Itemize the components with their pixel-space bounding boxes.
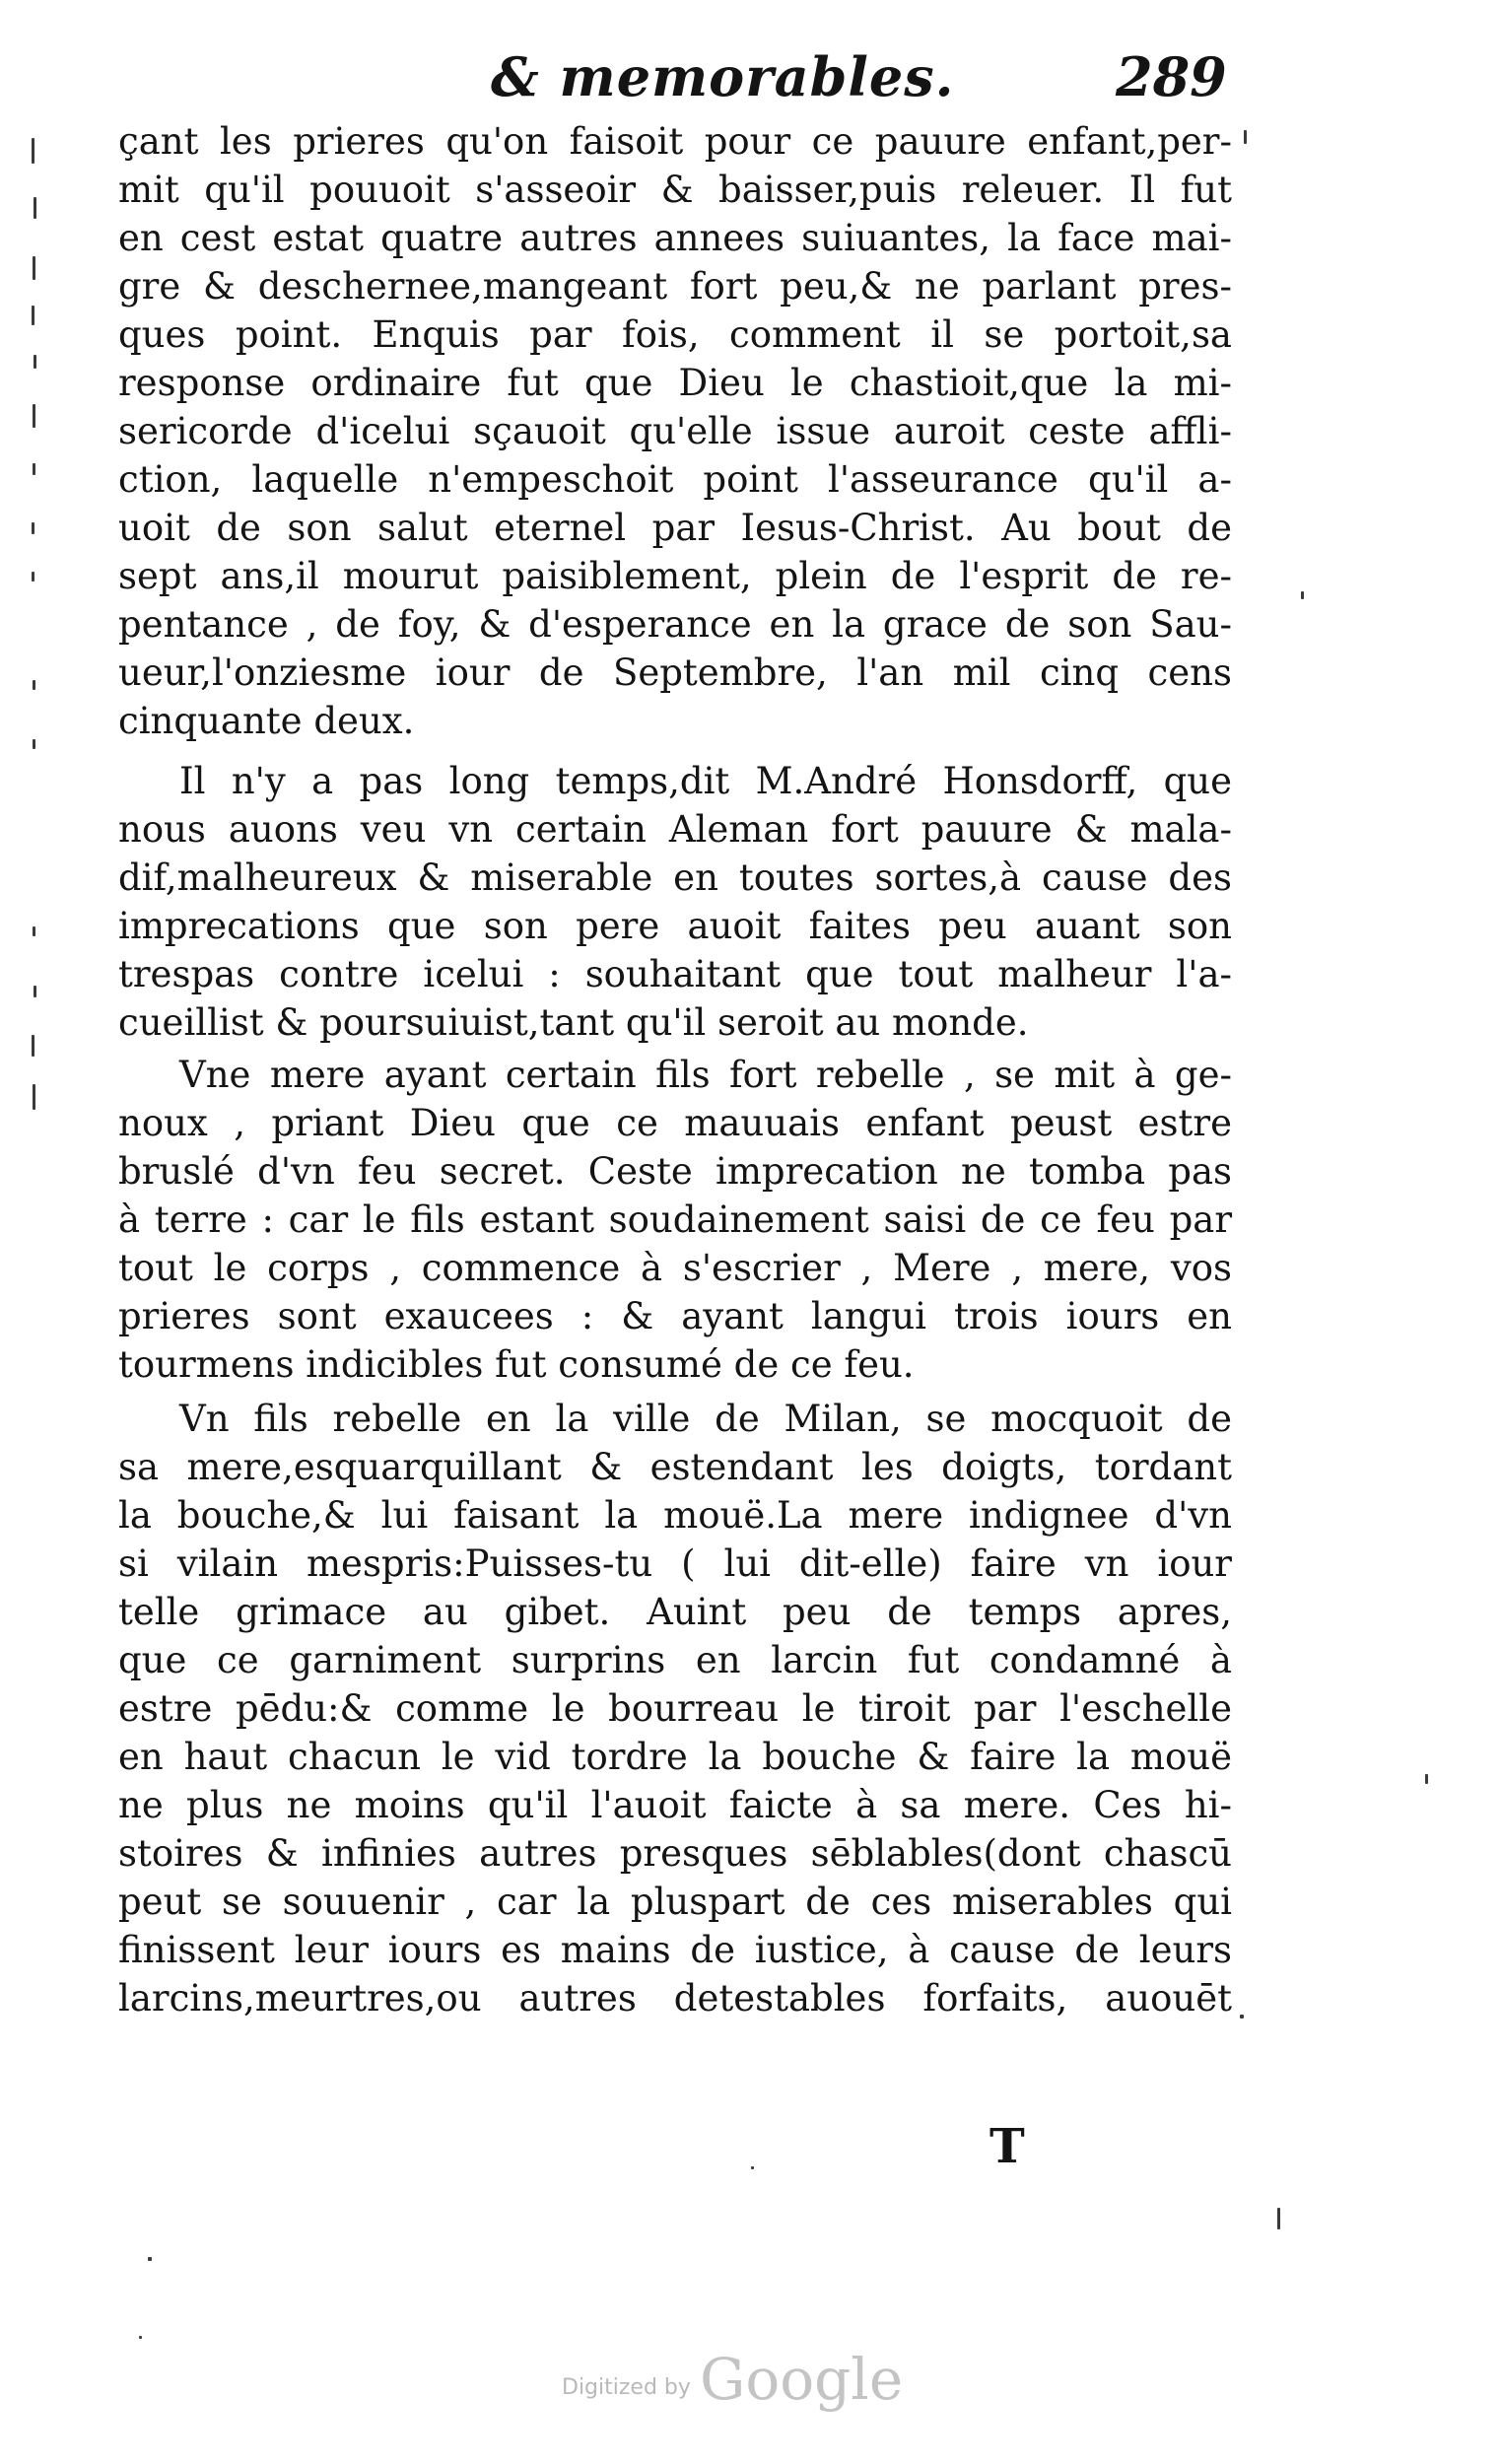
text-line: sept ans,il mourut paisiblement, plein de l'esprit de re- bbox=[118, 555, 1232, 597]
text-line: tourmens indicibles fut consumé de ce feu. bbox=[118, 1343, 915, 1386]
text-line: noux , priant Dieu que ce mauuais enfant peust estre bbox=[118, 1102, 1232, 1144]
text-line: mit qu'il pouuoit s'asseoir & baisser,puis releuer. Il fut bbox=[118, 169, 1232, 211]
text-line: cinquante deux. bbox=[118, 700, 415, 742]
google-logo: Google bbox=[700, 2346, 904, 2413]
text-line: nous auons veu vn certain Aleman fort pauure & mala- bbox=[118, 808, 1232, 851]
text-line: la bouche,& lui faisant la mouë.La mere indignee d'vn bbox=[118, 1494, 1232, 1537]
scan-speck bbox=[32, 522, 34, 534]
text-line: telle grimace au gibet. Auint peu de temps apres, bbox=[118, 1591, 1232, 1633]
digitizer-watermark bbox=[554, 2346, 968, 2425]
text-line: pentance , de foy, & d'esperance en la grace de son Sau- bbox=[118, 603, 1232, 646]
text-line: uoit de son salut eternel par Iesus-Christ. Au bout de bbox=[118, 507, 1232, 549]
scan-speck bbox=[1425, 1774, 1428, 1784]
text-line: prieres sont exaucees : & ayant langui trois iours en bbox=[118, 1295, 1232, 1337]
scan-speck bbox=[34, 986, 36, 997]
text-line: sa mere,esquarquillant & estendant les doigts, tordant bbox=[118, 1446, 1232, 1488]
scan-speck bbox=[33, 680, 35, 690]
text-line: dif,malheureux & miserable en toutes sortes,à cause des bbox=[118, 856, 1232, 899]
watermark-label: Digitized by bbox=[562, 2375, 691, 2400]
paragraph-start-line: Vne mere ayant certain fils fort rebelle , se mit à ge- bbox=[179, 1054, 1232, 1096]
text-line: que ce garniment surprins en larcin fut condamné à bbox=[118, 1639, 1232, 1681]
text-line: gre & deschernee,mangeant fort peu,& ne parlant pres- bbox=[118, 265, 1232, 308]
text-line: en haut chacun le vid tordre la bouche & faire la mouë bbox=[118, 1736, 1232, 1778]
text-line: finissent leur iours es mains de iustice, à cause de leurs bbox=[118, 1929, 1232, 1971]
scan-speck bbox=[33, 739, 35, 749]
scan-speck bbox=[32, 138, 34, 164]
text-line: cueillist & poursuiuist,tant qu'il seroit au monde. bbox=[118, 1001, 1029, 1044]
scan-speck bbox=[1244, 130, 1247, 144]
text-line: tout le corps , commence à s'escrier , Mere , mere, vos bbox=[118, 1247, 1232, 1289]
text-line: ques point. Enquis par fois, comment il se portoit,sa bbox=[118, 313, 1232, 356]
text-line: si vilain mespris:Puisses-tu ( lui dit-elle) faire vn iour bbox=[118, 1542, 1232, 1585]
scan-speck bbox=[33, 1084, 35, 1110]
text-line: trespas contre icelui : souhaitant que tout malheur l'a- bbox=[118, 953, 1232, 995]
text-line: stoires & infinies autres presques sēblables(dont chascū bbox=[118, 1832, 1232, 1875]
text-line: à terre : car le fils estant soudainement saisi de ce feu par bbox=[118, 1198, 1232, 1241]
scan-speck bbox=[1277, 2208, 1280, 2229]
scan-speck bbox=[34, 197, 36, 219]
text-line: ueur,l'onziesme iour de Septembre, l'an mil cinq cens bbox=[118, 651, 1232, 694]
page-number: 289 bbox=[1116, 45, 1227, 108]
scan-speck bbox=[33, 926, 35, 936]
scan-speck bbox=[148, 2257, 152, 2261]
text-line: estre pēdu:& comme le bourreau le tiroit par l'eschelle bbox=[118, 1687, 1232, 1730]
scan-speck bbox=[32, 1035, 34, 1057]
scan-speck bbox=[139, 2336, 142, 2339]
text-line: imprecations que son pere auoit faites peu auant son bbox=[118, 905, 1232, 947]
text-line: response ordinaire fut que Dieu le chastioit,que la mi- bbox=[118, 362, 1232, 404]
text-line: sericorde d'icelui sçauoit qu'elle issue auroit ceste affli- bbox=[118, 410, 1232, 452]
scan-speck bbox=[34, 355, 36, 369]
scan-speck bbox=[33, 404, 35, 428]
text-line: en cest estat quatre autres annees suiuantes, la face mai- bbox=[118, 217, 1232, 259]
scan-speck bbox=[32, 306, 34, 325]
text-line: larcins,meurtres,ou autres detestables forfaits, auouēt bbox=[118, 1977, 1232, 2019]
text-line: ne plus ne moins qu'il l'auoit faicte à sa mere. Ces hi- bbox=[118, 1784, 1232, 1826]
running-head bbox=[118, 39, 1227, 118]
scan-speck bbox=[751, 2166, 754, 2169]
text-line: ction, laquelle n'empeschoit point l'asseurance qu'il a- bbox=[118, 458, 1232, 501]
running-title: & memorables. bbox=[491, 45, 955, 108]
scan-speck bbox=[1301, 591, 1304, 599]
scan-speck bbox=[33, 256, 35, 280]
text-line: bruslé d'vn feu secret. Ceste imprecation ne tomba pas bbox=[118, 1150, 1232, 1193]
scan-speck bbox=[33, 463, 35, 475]
signature-mark: T bbox=[989, 2119, 1025, 2174]
text-line: çant les prieres qu'on faisoit pour ce pauure enfant,per- bbox=[118, 120, 1232, 163]
paragraph-start-line: Vn fils rebelle en la ville de Milan, se mocquoit de bbox=[179, 1398, 1232, 1440]
scan-speck bbox=[32, 572, 34, 582]
paragraph-start-line: Il n'y a pas long temps,dit M.André Honsdorff, que bbox=[179, 760, 1232, 802]
scan-speck bbox=[1240, 2015, 1244, 2019]
text-line: peut se souuenir , car la pluspart de ces miserables qui bbox=[118, 1881, 1232, 1923]
